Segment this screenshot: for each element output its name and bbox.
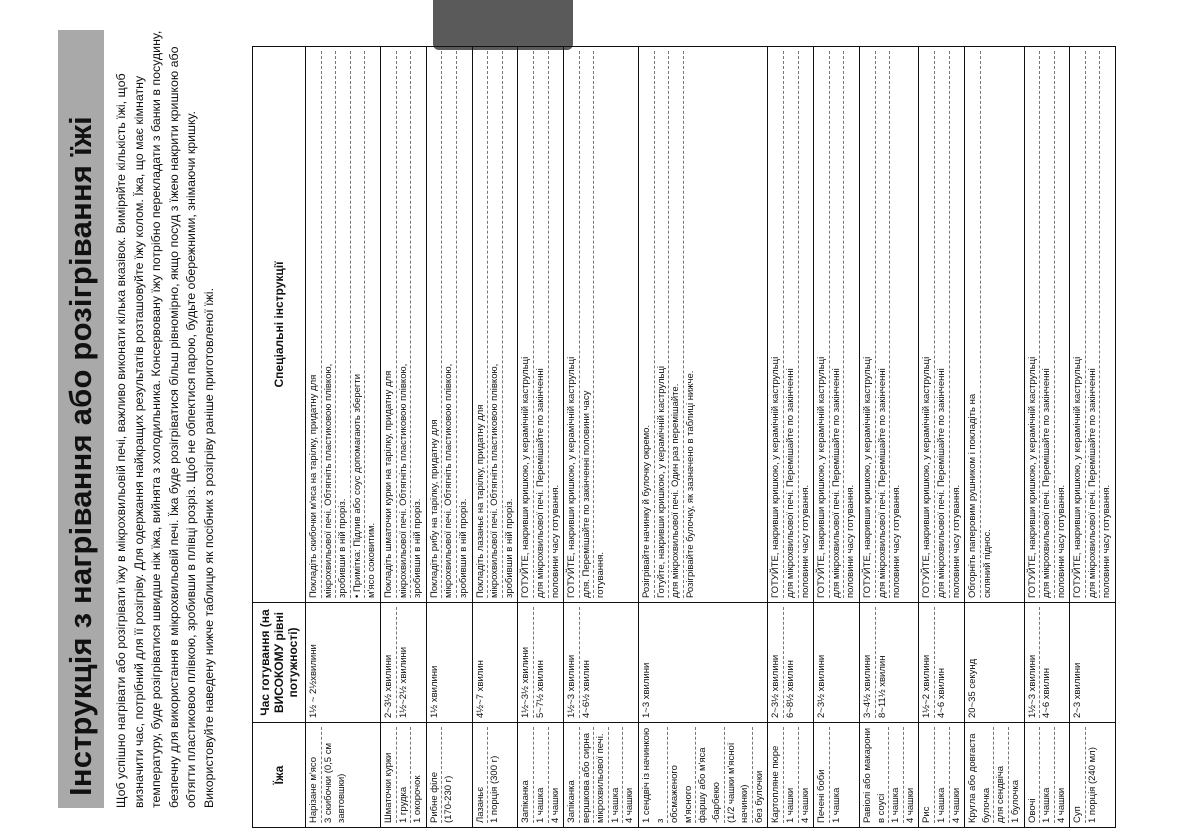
cell-notes-line: половини часу готування. — [845, 484, 857, 598]
cell-food-line: вершкова або сирна — [580, 727, 595, 823]
cell-notes-line: мікрохвильової печі. Обтягніть пластиковою плівкою, — [322, 51, 337, 598]
cell-notes-line: зробивши в ній проріз. — [412, 498, 424, 598]
cell-food-line: Шматочки курки — [382, 727, 397, 823]
cell-time-line: 5~7½ хвилин — [534, 660, 546, 718]
cell-notes — [1024, 47, 1070, 603]
cell-time-line: 1½~2 хвилини — [920, 607, 935, 718]
cell-notes — [1070, 47, 1116, 603]
cell-notes-line: ГОТУЙТЕ, накривши кришкою, у керамічній каструльці — [519, 51, 534, 598]
page-title: Інструкція з нагрівання або розігрівання їжі — [63, 116, 98, 796]
cell-notes-line: Покладіть скибочки м'яса на тарілку, придатну для — [307, 51, 322, 598]
cell-time-line: 1~3 хвилини — [641, 662, 653, 718]
cell-time-line: 1½ ~ 2½хвилини — [308, 644, 319, 718]
cell-time-line: 1½~3 хвилини — [1026, 607, 1041, 718]
cell-notes-line: для мікрохвильової печі. Перемішайте по закінченні — [876, 51, 891, 598]
cell-notes-line: половини часу готування. — [950, 484, 962, 598]
cell-notes-line: половини часу готування. — [1101, 484, 1113, 598]
cell-time-line: 1½ хвилини — [428, 665, 440, 718]
cell-notes-line: Покладіть шматочки курки на тарілку, придатну для — [382, 51, 397, 598]
cell-notes — [768, 47, 814, 603]
cell-food-line: 1 порція (300 г) — [489, 755, 501, 823]
cell-time-line: 2~3 хвилини — [1072, 662, 1084, 718]
cell-food-line: Рибне філе — [428, 727, 443, 823]
table-row — [768, 47, 814, 828]
cell-food — [639, 723, 768, 828]
table-row — [472, 47, 518, 828]
cell-time — [306, 603, 381, 723]
cell-notes-line: ГОТУЙТЕ, накривши кришкою, у керамічній каструльці — [565, 51, 580, 598]
cell-notes-line: Покладіть рибу на тарілку, придатну для — [428, 51, 443, 598]
cell-food — [380, 723, 426, 828]
cell-notes-line: для мікрохвильової печі. Один раз перемішайте. — [669, 51, 684, 598]
cell-food — [564, 723, 639, 828]
cell-food-line: Запіканка — [519, 727, 534, 823]
cell-food-line: 3 скибочки (0,5 см завтовшки) — [322, 743, 348, 823]
cell-food — [472, 723, 518, 828]
cell-time-line: 1½~2½ хвилини — [397, 646, 409, 718]
cell-time — [965, 603, 1024, 723]
cell-food — [919, 723, 965, 828]
cell-food-line: Нарізане м'ясо — [307, 727, 322, 823]
cell-food — [814, 723, 860, 828]
cell-time — [639, 603, 768, 723]
cell-time — [768, 603, 814, 723]
cell-time — [859, 603, 918, 723]
cell-notes-line: для мікрохвильової печі. Перемішайте по закінченні — [1086, 51, 1101, 598]
cell-food-line: Кругла або довгаста булочка — [966, 727, 994, 823]
table-row — [965, 47, 1024, 828]
cell-time — [814, 603, 860, 723]
cell-food-line: 1 чашка — [889, 727, 904, 823]
cell-notes-line: ГОТУЙТЕ, накривши кришкою, у керамічній каструльці — [1026, 51, 1041, 598]
cell-notes-line: половини часу готування. — [891, 484, 903, 598]
cell-food-line: Картопляне пюре — [769, 727, 784, 823]
cell-notes-line: зробивши в ній проріз. — [503, 498, 515, 598]
cell-food-line: 4 чашки — [549, 787, 561, 823]
cell-food — [426, 723, 472, 828]
cell-notes-line: для мікрохвильової печі. Перемішайте по закінченні — [935, 51, 950, 598]
cell-food-line: Равіолі або макарони в соусі — [861, 727, 889, 823]
cell-notes-line: ГОТУЙТЕ, накривши кришкою, у керамічній каструльці — [920, 51, 935, 598]
cell-notes-line: для мікрохвильової печі. Перемішайте по закінченні — [534, 51, 549, 598]
reheating-table — [252, 46, 1116, 828]
cell-food-line: Лазаньє — [474, 727, 489, 823]
cell-time — [564, 603, 639, 723]
cell-food-line: 1 окорочок — [412, 775, 424, 823]
table-row — [564, 47, 639, 828]
cell-food-line: 4 чашки — [799, 787, 811, 823]
cell-time-line: 4~6 хвилин — [1041, 668, 1053, 718]
cell-food-line: Печені боби — [815, 727, 830, 823]
cell-food-line: для сендвіча — [994, 727, 1009, 823]
cell-time-line: 1½~3½ хвилини — [519, 607, 534, 718]
cell-notes-line: ГОТУЙТЕ, накривши кришкою, у керамічній каструльці — [1071, 51, 1086, 598]
cell-time-line: 2~3½ хвилини — [769, 607, 784, 718]
table-body — [306, 47, 1116, 828]
cell-notes-line: Готуйте, накривши кришкою, у керамічній каструльці — [655, 51, 670, 598]
table-row — [859, 47, 918, 828]
header-time: Час готування (на ВИСОКОМУ рівні потужності) — [253, 603, 306, 723]
cell-notes — [306, 47, 381, 603]
cell-food-line: мікрохвильової печі. — [594, 727, 609, 823]
cell-time-line: 1½~3 хвилини — [565, 607, 580, 718]
cell-time-line: 3~4½ хвилини — [861, 607, 876, 718]
cell-time-line: 4½~7 хвилин — [474, 660, 486, 718]
cell-food — [306, 723, 381, 828]
cell-time — [919, 603, 965, 723]
cell-notes-line: для мікрохвильової печі. Перемішайте по закінченні — [1040, 51, 1055, 598]
cell-food-line: 1 грудка — [397, 727, 412, 823]
cell-time-line: 2~3½ хвилини — [382, 607, 397, 718]
cell-food-line: 4 чашки — [904, 787, 916, 823]
table-row — [306, 47, 381, 828]
cell-food — [1024, 723, 1070, 828]
table-row — [518, 47, 564, 828]
page-title-band — [58, 30, 104, 808]
cell-food-line: (170-230 г) — [443, 775, 455, 823]
cell-time — [1024, 603, 1070, 723]
cell-notes — [472, 47, 518, 603]
cell-notes-line: половини часу готування. — [799, 484, 811, 598]
cell-notes-line: Розігрівайте булочку, як зазначено в таблиці нижче. — [684, 370, 696, 598]
cell-food-line: 1 булочка — [1009, 779, 1021, 823]
cell-notes — [426, 47, 472, 603]
cell-notes-line: ГОТУЙТЕ, накривши кришкою, у керамічній каструльці — [815, 51, 830, 598]
cell-notes-line: готування. — [595, 551, 607, 598]
cell-food-line: Суп — [1071, 727, 1086, 823]
cell-notes-line: мікрохвильової печі. Обтягніть пластиковою плівкою, — [442, 51, 457, 598]
cell-food-line: 1 чашка — [830, 787, 842, 823]
cell-food-line: Овочі — [1026, 727, 1041, 823]
cell-notes-line: ГОТУЙТЕ, накривши кришкою, у керамічній каструльці — [769, 51, 784, 598]
cell-food-line: 4 чашки — [1055, 787, 1067, 823]
cell-notes — [814, 47, 860, 603]
cell-food-line: 4 чашки — [624, 787, 636, 823]
cell-notes-line: Покладіть лазаньє на тарілку, придатну для — [474, 51, 489, 598]
cell-notes — [518, 47, 564, 603]
cell-notes-line: половини часу готування. — [549, 484, 561, 598]
cell-time — [518, 603, 564, 723]
cell-notes-line: зробивши в ній проріз. — [457, 498, 469, 598]
cell-notes-line: Обгорніть паперовим рушником і покладіть на — [966, 51, 981, 598]
table-row — [814, 47, 860, 828]
cell-time — [380, 603, 426, 723]
cell-notes-line: половини часу готування. — [1055, 484, 1067, 598]
cell-food-line: без булочки — [753, 770, 765, 823]
cell-food — [1070, 723, 1116, 828]
cell-notes-line: • Примітка: Підлив або соус допомагають зберегти — [351, 51, 366, 598]
cell-notes-line: для мікрохвильової печі. Перемішайте по закінченні — [784, 51, 799, 598]
cell-time-line: 20~35 секунд — [967, 658, 979, 718]
cell-notes-line: м'ясо соковитим. — [366, 522, 378, 598]
cell-food-line: 1 чашка — [1040, 727, 1055, 823]
cell-notes-line: мікрохвильової печі. Обтягніть пластиковою плівкою, — [488, 51, 503, 598]
cell-notes-line: для. Перемішайте по закінченні половини часу — [580, 51, 595, 598]
cell-time — [1070, 603, 1116, 723]
cell-notes-line: Розігрівайте начинку й булочку окремо. — [640, 51, 655, 598]
cell-food-line: Рис — [920, 727, 935, 823]
cell-notes-line: ГОТУЙТЕ, накривши кришкою, у керамічній каструльці — [861, 51, 876, 598]
table-row — [639, 47, 768, 828]
table-row — [919, 47, 965, 828]
cell-food-line: 1 чашка — [609, 727, 624, 823]
cell-notes — [564, 47, 639, 603]
cell-time-line: 6~8½ хвилин — [785, 660, 796, 718]
cell-notes — [965, 47, 1024, 603]
table-row — [380, 47, 426, 828]
cell-notes — [380, 47, 426, 603]
cell-notes — [859, 47, 918, 603]
cell-food-line: 4 чашки — [950, 787, 962, 823]
cell-food — [859, 723, 918, 828]
cell-food — [518, 723, 564, 828]
cell-food-line: 1 чашка — [935, 727, 950, 823]
cell-food-line: 1 чашка — [534, 727, 549, 823]
cell-time-line: 8~11½ хвилин — [876, 655, 888, 718]
intro-paragraph: Щоб успішно нагрівати або розігрівати їжу в мікрохвильовій печі, важливо виконати кілька вказівок. Виміряйте кількість їжі, щоб визначити час, потрібний для її розігріву. Для одержання найкращих результатів розташовуйте їжу колом. Їжа, що має кімнатну температуру, буде розігріватися швидше ніж їжа, вийнята з холодильника. Консервовану їжу потрібно перекладати з банки в посудину, безпечну для використання в мікрохвильовій печі. Їжа буде розігріватися більш рівномірно, якщо посуд з їжею накрити кришкою або обтягти пластиковою плівкою, зробивши в плівці розріз. Щоб не обпектися парою, будьте обережними, знімаючи кришку. Використовуйте наведену нижче таблицю як посібник з розігріву раніше приготовленої їжі. — [114, 30, 216, 808]
cell-notes-line: мікрохвильової печі. Обтягніть пластиковою плівкою, — [397, 51, 412, 598]
cell-food — [768, 723, 814, 828]
cell-food-line: Запіканка — [565, 727, 580, 823]
cell-notes-line: зробивши в ній проріз. — [336, 51, 351, 598]
cell-food-line: 1 чашки — [784, 727, 799, 823]
cell-time-line: 2~3½ хвилини — [816, 654, 828, 718]
table-row — [1024, 47, 1070, 828]
cell-time — [426, 603, 472, 723]
cell-notes — [919, 47, 965, 603]
cell-time-line: 4~6½ хвилин — [580, 660, 592, 718]
table-header-row — [253, 47, 306, 828]
cell-notes-line: для мікрохвильової печі. Перемішайте по закінченні — [830, 51, 845, 598]
cell-notes — [639, 47, 768, 603]
table-row — [1070, 47, 1116, 828]
cell-time-line: 4~6 хвилин — [935, 668, 947, 718]
header-notes: Спеціальні інструкції — [253, 47, 306, 603]
cell-time — [472, 603, 518, 723]
cell-food-line: (1/2 чашки м'ясної начинки) — [725, 727, 753, 823]
cell-food — [965, 723, 1024, 828]
table-row — [426, 47, 472, 828]
cell-notes-line: скляний піднос. — [981, 529, 993, 598]
cell-food-line: 1 сендвіч із начинкою з — [640, 727, 668, 823]
header-food: Їжа — [253, 723, 306, 828]
cell-food-line: фаршу або м'яса -барбекю — [696, 727, 724, 823]
cell-food-line: обсмаженого м'ясного — [668, 727, 696, 823]
cell-food-line: 1 порція (240 мл) — [1086, 747, 1098, 823]
